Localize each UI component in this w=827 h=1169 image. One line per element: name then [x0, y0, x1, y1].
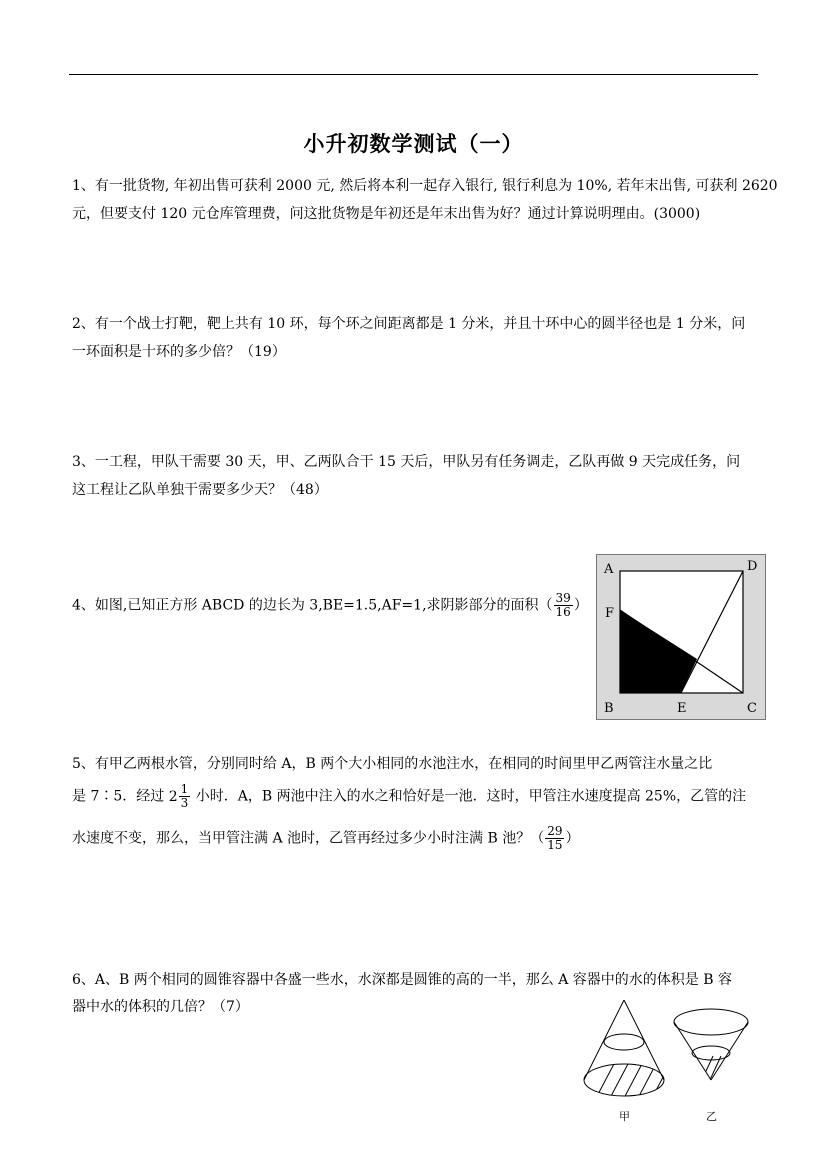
label-c: C [747, 701, 757, 716]
q5-line2-end: 小时．A，B 两池中注入的水之和恰好是一池．这时，甲管注水速度提高 25%，乙管的注 [191, 788, 747, 805]
q4-answer-denominator: 16 [555, 605, 571, 619]
q2-line1: 2、有一个战士打靶，靶上共有 10 环，每个环之间距离都是 1 分米，并且十环中心的圆半径也是 1 分米，问 [72, 316, 746, 332]
q5-whole: 2 [168, 788, 178, 805]
q5-line1: 5、有甲乙两根水管，分别同时给 A，B 两个大小相同的水池注水，在相同的时间里甲乙两管注水量之比 [72, 756, 713, 772]
q5-mixed-number [169, 783, 192, 810]
q5-fraction-numerator: 1 [180, 782, 189, 796]
label-a: A [604, 562, 614, 577]
q4-text: 4、如图,已知正方形 ABCD 的边长为 3,BE=1.5,AF=1,求阴影部分的面积（ [72, 597, 553, 614]
q3-line2: 这工程让乙队单独干需要多少天？（48） [72, 482, 328, 498]
q6-line1: 6、A、B 两个相同的圆锥容器中各盛一些水，水深都是圆锥的高的一半，那么 A 容器中的水的体积是 B 容 [72, 972, 732, 988]
label-cone-b: 乙 [706, 1110, 717, 1123]
q5-fraction [179, 783, 191, 810]
q1-line1: 1、有一批货物, 年初出售可获利 2000 元, 然后将本利一起存入银行, 银行利息为 10%, 若年末出售, 可获利 2620 [72, 178, 778, 194]
q5-answer-denominator: 15 [547, 838, 563, 852]
q5-line3 [72, 825, 579, 852]
q5-line2 [72, 783, 746, 810]
q4-answer-fraction [554, 592, 573, 619]
q5-answer-numerator: 29 [547, 824, 563, 838]
q4-answer-numerator: 39 [555, 591, 571, 605]
label-e: E [677, 701, 687, 716]
q2-line2: 一环面积是十环的多少倍？（19） [72, 344, 286, 360]
label-f: F [605, 606, 615, 621]
q3-line1: 3、一工程，甲队干需要 30 天，甲、乙两队合干 15 天后，甲队另有任务调走，乙队再做 9 天完成任务，问 [72, 454, 741, 470]
square-figure [596, 554, 766, 720]
header-rule [69, 74, 758, 75]
cone-b [674, 1009, 748, 1082]
cone-a [584, 1000, 671, 1100]
label-b: B [604, 701, 614, 716]
q5-close-paren: ） [565, 830, 580, 847]
q1-line2: 元，但要支付 120 元仓库管理费，问这批货物是年初还是年末出售为好？通过计算说明理由。(3000) [72, 206, 701, 222]
label-cone-a: 甲 [619, 1110, 630, 1123]
q4-close-paren: ） [573, 597, 588, 614]
label-d: D [747, 559, 758, 574]
q5-line2-start: 是 7∶5．经过 [72, 788, 169, 805]
q5-fraction-denominator: 3 [180, 796, 189, 810]
q5-answer-fraction [545, 825, 564, 852]
cones-figure [575, 1000, 775, 1130]
page-title: 小升初数学测试（一） [303, 131, 524, 156]
q4-line [72, 592, 588, 619]
q6-line2: 器中水的体积的几倍？（7） [72, 999, 249, 1015]
q5-line3-text: 水速度不变，那么，当甲管注满 A 池时，乙管再经过多少小时注满 B 池？（ [72, 830, 545, 847]
